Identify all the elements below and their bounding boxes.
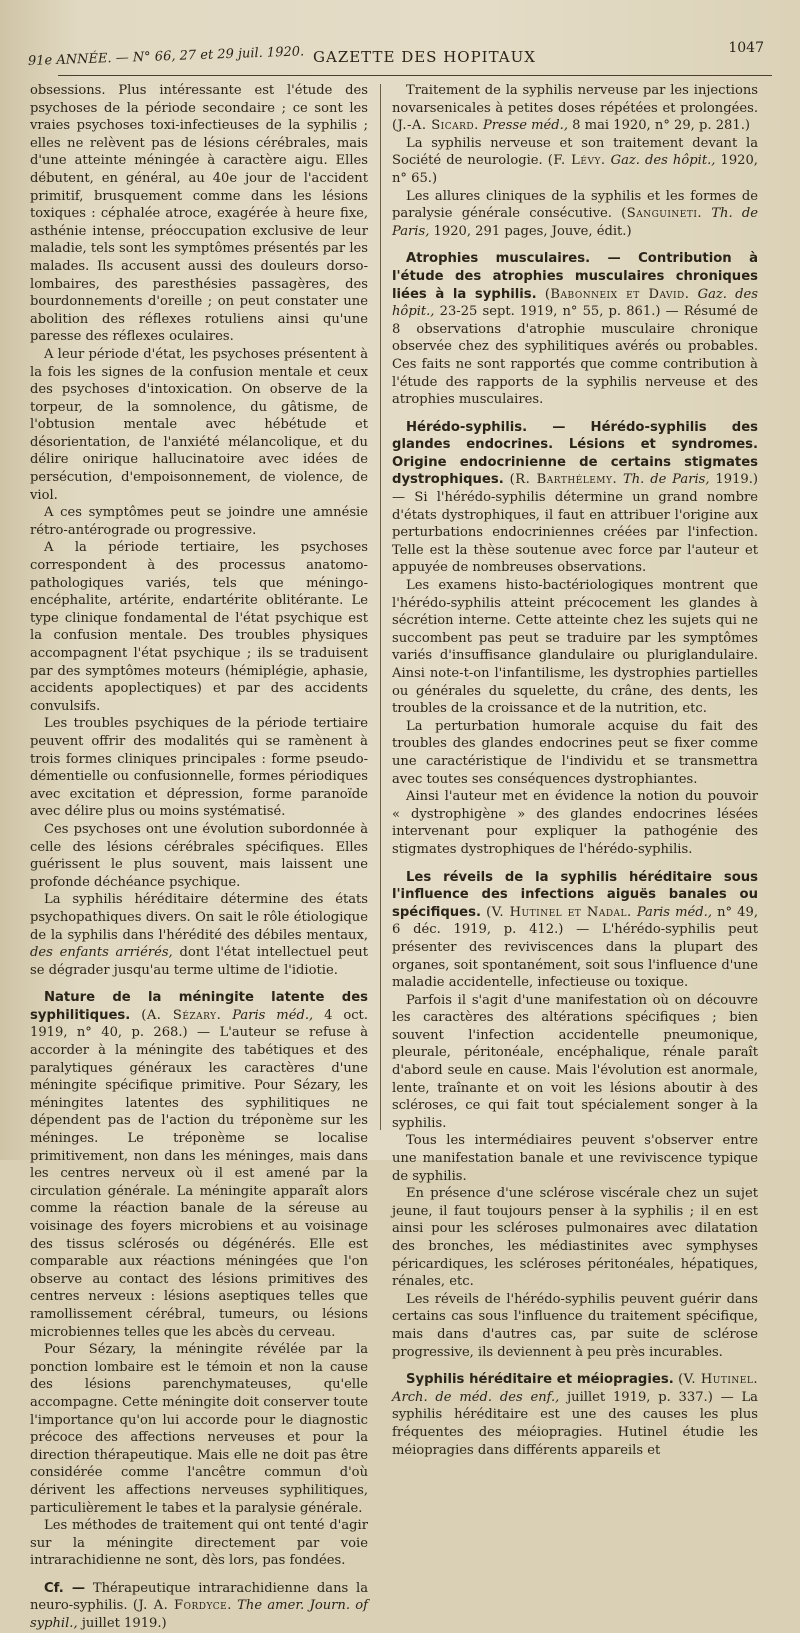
section-title: Atrophies musculaires. — Contribution à l'étude des atrophies musculaires chroniques liées à la syphilis. bbox=[392, 251, 758, 302]
author: (V. Hutinel. bbox=[678, 1372, 758, 1388]
text-run: Thérapeutique intrarachidienne dans la neuro-syphilis. bbox=[30, 1580, 369, 1614]
journal: The amer. Journ. of syphil., bbox=[30, 1598, 368, 1632]
author: (R. Barthélemy. bbox=[509, 472, 618, 488]
text-run: La syphilis héréditaire détermine des états psychopathiques divers. On sait le rôle étiologique de la syphilis dans l'hérédité des débiles mentaux, bbox=[30, 892, 368, 943]
paragraph: Les réveils de l'hérédo-syphilis peuvent guérir dans certains cas sous l'influence du traitement spécifique, mais dans d'autres cas, par suite de sclérose progressive, ils deviennent à peu près incurables. bbox=[392, 1291, 758, 1360]
journal: Paris méd., bbox=[636, 904, 712, 920]
paragraph: Parfois il s'agit d'une manifestation où on découvre les caractères des altérations spécifiques ; bien souvent l'infection accidentelle pneumonique, pleurale, péritonéale, encéphalique, rénale paraît d'abord seule en cause. Mais l'évolution est anormale, lente, traînante et on voit les lésions aboutir à des scléroses, ce qui fait tout spécialement songer à la syphilis. bbox=[392, 992, 758, 1131]
header-rule bbox=[58, 75, 772, 76]
text-run: Résumé de 8 observations d'atrophie musculaire chronique observée chez des syphilitiques avérés ou probables. Ces faits ne sont rapportés que comme contribution à l'étude des rapports de la syphilis nerveuse et des atrophies musculaires. bbox=[392, 304, 758, 408]
paragraph: A la période tertiaire, les psychoses correspondent à des processus anatomo-pathologiques variés, tels que méningo-encéphalite, artérite, endartérite oblitérante. Le type clinique fondamental de l'état psychique est la confusion mentale. Des troubles physiques accompagnent l'état psychique ; ils se traduisent par des symptômes moteurs (hémiplégie, aphasie, accidents apoplectiques) et par des accidents convulsifs. bbox=[30, 540, 368, 714]
journal: Th. de Paris, bbox=[392, 206, 759, 239]
paragraph: obsessions. Plus intéressante est l'étude des psychoses de la période secondaire ; ce sont les vraies psychoses toxi-infectieuses de la syphilis ; elles ne relèvent pas de lésions cérébrales, mais d'une atteinte méningée à caractère aigu. Elles débutent, en général, au 40e jour de l'accident primitif, brusquement comme dans les lésions toxiques : céphalée atroce, exagérée à heure fixe, asthénie intense, préoccupation exclusive de leur maladie, tels sont les symptômes présentés par les malades. Ils accusent aussi des douleurs dorso-lombaires, des paresthésies passagères, des bourdonnements d'oreille ; on peut constater une abolition des réflexes rotuliens ainsi qu'une paresse des réflexes oculaires. bbox=[30, 83, 368, 345]
cf-label: Cf. — bbox=[44, 1580, 86, 1596]
reference: 4 oct. 1919, n° 40, p. 268.) — bbox=[30, 1007, 368, 1041]
journal: Gaz. des hôpit., bbox=[392, 286, 758, 320]
reference: 23-25 sept. 1919, n° 55, p. 861.) — bbox=[439, 304, 679, 320]
left-column bbox=[30, 82, 369, 1632]
text-run: Si l'hérédo-syphilis détermine un grand nombre d'états dystrophiques, il faut en attribuer l'origine aux perturbations endocriniennes créées par l'infection. Telle est la thèse soutenue avec force par l'auteur et appuyée de nombreuses observations. bbox=[392, 490, 758, 576]
page-number: 1047 bbox=[728, 40, 764, 56]
paragraph: Ainsi l'auteur met en évidence la notion du pouvoir « dystrophigène » des glandes endocrines lésées intervenant pour expliquer la pathogénie des stigmates dystrophiques de l'hérédo-syphilis. bbox=[392, 789, 758, 857]
text-run: Les allures cliniques de la syphilis et les formes de paralysie générale consécutive. bbox=[392, 188, 758, 222]
author: (J.-A. Sicard. bbox=[392, 118, 479, 134]
author: (Babonneix et David. bbox=[544, 286, 690, 302]
paragraph: La perturbation humorale acquise du fait des troubles des glandes endocrines peut se fixer comme une caractéristique de l'individu et se transmettra avec toutes ses conséquences dystrophiantes. bbox=[392, 718, 758, 787]
paragraph: A ces symptômes peut se joindre une amnésie rétro-antérograde ou progressive. bbox=[30, 505, 368, 538]
text-run: La syphilis héréditaire est une des causes les plus fréquentes des méiopragies. Hutinel étudie les méiopragies dans différents appareils et bbox=[392, 1389, 758, 1458]
column-divider bbox=[380, 84, 381, 1130]
author: (Sanguineti. bbox=[621, 206, 703, 222]
paragraph bbox=[30, 891, 368, 979]
paragraph bbox=[392, 188, 758, 241]
paragraph: Les examens histo-bactériologiques montrent que l'hérédo-syphilis atteint précocement les glandes à sécrétion interne. Cette atteinte chez les sujets qui ne succombent pas peut se traduire par les symptômes variés d'insuffisance glandulaire ou pluriglandulaire. Ainsi note-t-on l'infantilisme, les dystrophies partielles ou générales du squelette, du crâne, des dents, les troubles de la croissance et de la nutrition, etc. bbox=[392, 578, 758, 717]
reference: n° 49, 6 déc. 1919, p. 412.) — bbox=[392, 904, 758, 938]
page-header bbox=[28, 40, 772, 76]
reference: 1920, 291 pages, Jouve, édit.) bbox=[433, 223, 632, 239]
paragraph: Les troubles psychiques de la période tertiaire peuvent offrir des modalités qui se ramènent à trois formes cliniques principales : forme pseudo-démentielle ou confusionnelle, formes périodiques avec excitation et dépression, forme paranoïde avec délire plus ou moins systématisé. bbox=[30, 716, 368, 820]
section-meningite bbox=[30, 989, 368, 1341]
reference: 8 mai 1920, n° 29, p. 281.) bbox=[572, 118, 750, 134]
paragraph: Ces psychoses ont une évolution subordonnée à celle des lésions cérébrales spécifiques. Elles guérissent le plus souvent, mais laissent une profonde déchéance psychique. bbox=[30, 821, 368, 890]
paragraph bbox=[392, 82, 758, 135]
section-atrophies bbox=[392, 250, 758, 408]
paragraph bbox=[392, 135, 758, 188]
text-run: L'auteur se refuse à accorder à la méningite des tabétiques et des paralytiques généraux les caractères d'une méningite spécifique primitive. Pour Sézary, les méningites latentes des syphilitiques ne dépendent pas de l'action du tréponème sur les méninges. Le tréponème se localise primitivement, non dans les méninges, mais dans les centres nerveux où il est amené par la circulation générale. La méningite apparaît alors comme la réaction banale de la séreuse au voisinage des foyers microbiens et au voisinage des tissus sclérosés ou dégénérés. Elle est comparable aux réactions méningées que l'on observe au contact des lésions primitives des centres nerveux : lésions aseptiques telles que ramollissement cérébral, tumeurs, ou lésions microbiennes telles que les abcès du cerveau. bbox=[30, 1025, 369, 1340]
paragraph: En présence d'une sclérose viscérale chez un sujet jeune, il faut toujours penser à la syphilis ; il en est ainsi pour les scléroses pulmonaires avec dilatation des bronches, les médiastinites avec symphyses péricardiques, les scléroses péritonéales, hépatiques, rénales, etc. bbox=[392, 1186, 758, 1290]
text-run: des enfants arriérés, bbox=[30, 945, 173, 961]
section-title: Les réveils de la syphilis héréditaire sous l'influence des infections aiguës banales ou spécifiques. bbox=[392, 869, 758, 920]
author: (A. Sézary. bbox=[141, 1007, 222, 1023]
reference: 1920, n° 65.) bbox=[392, 153, 758, 186]
text-run: La syphilis nerveuse et son traitement devant la Société de neurologie. bbox=[392, 135, 758, 169]
paragraph: Pour Sézary, la méningite révélée par la ponction lombaire est le témoin et non la cause des lésions parenchymateuses, qu'elle accompagne. Cette méningite doit conserver toute l'importance qu'on lui accorde pour le diagnostic précoce des affections nerveuses et pour la direction thérapeutique. Mais elle ne doit pas être considérée comme l'ancêtre commun d'où dérivent les affections nerveuses syphilitiques, particulièrement le tabes et la paralysie générale. bbox=[30, 1342, 368, 1516]
journal-title: GAZETTE DES HOPITAUX bbox=[313, 48, 536, 66]
section-title: Nature de la méningite latente des syphilitiques. bbox=[30, 990, 368, 1023]
author: (F. Lévy. bbox=[547, 153, 606, 169]
text-run: L'hérédo-syphilis peut présenter des reviviscences dans la plupart des organes, soit spontanément, soit sous l'influence d'une maladie accidentelle, infectieuse ou toxique. bbox=[392, 922, 758, 991]
journal: Gaz. des hôpit., bbox=[610, 153, 716, 169]
paragraph: Les méthodes de traitement qui ont tenté d'agir sur la méningite directement par voie intrarachidienne ne sont, dès lors, pas fondées. bbox=[30, 1518, 368, 1569]
journal: Paris méd., bbox=[232, 1007, 314, 1023]
section-title: Hérédo-syphilis. — Hérédo-syphilis des glandes endocrines. Lésions et syndromes. Origine endocrinienne de certains stigmates dystrophiques. bbox=[392, 419, 758, 488]
reference: juillet 1919, p. 337.) — bbox=[567, 1389, 734, 1405]
section-heredo-syphilis bbox=[392, 419, 758, 577]
author: (J. A. Fordyce. bbox=[132, 1598, 232, 1614]
section-title: Syphilis héréditaire et méiopragies. bbox=[406, 1372, 674, 1388]
reference: 1919.) — bbox=[392, 472, 759, 506]
journal: Th. de Paris, bbox=[623, 472, 710, 488]
issue-info: 91e ANNÉE. — N° 66, 27 et 29 juil. 1920. bbox=[27, 44, 305, 69]
paragraph: Tous les intermédiaires peuvent s'observer entre une manifestation banale et une reviviscence typique de syphilis. bbox=[392, 1133, 758, 1184]
text-run: Traitement de la syphilis nerveuse par les injections novarsenicales à petites doses répétées et prolongées. bbox=[392, 83, 758, 116]
section-reveils bbox=[392, 869, 758, 992]
section-meiopragies bbox=[392, 1371, 758, 1459]
journal: Presse méd., bbox=[482, 118, 568, 134]
author: (V. Hutinel et Nadal. bbox=[486, 904, 632, 920]
right-column bbox=[392, 82, 759, 1458]
cross-reference bbox=[30, 1580, 368, 1633]
paragraph: A leur période d'état, les psychoses présentent à la fois les signes de la confusion mentale et ceux des psychoses d'intoxication. On observe de la torpeur, de la somnolence, du gâtisme, de l'obtusion mentale avec hébétude et désorientation, de l'anxiété mélancolique, et du délire onirique hallucinatoire avec idées de persécution, d'empoisonnement, de violence, de viol. bbox=[30, 346, 368, 503]
reference: juillet 1919.) bbox=[81, 1616, 167, 1632]
text-run: dont l'état intellectuel peut se dégrader jusqu'au terme ultime de l'idiotie. bbox=[30, 945, 369, 978]
journal: Arch. de méd. des enf., bbox=[392, 1389, 560, 1405]
